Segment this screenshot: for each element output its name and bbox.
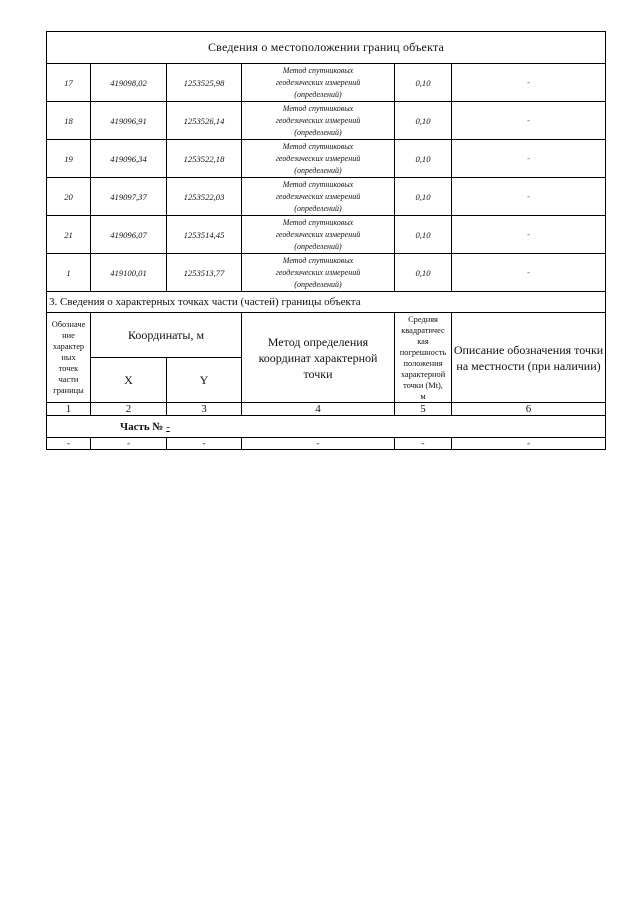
point-method-line: Метод спутниковых bbox=[282, 179, 354, 189]
point-method-line: (определений) bbox=[294, 127, 342, 137]
header-method bbox=[242, 313, 395, 403]
empty-cell: - bbox=[452, 438, 606, 450]
point-y: 1253526,14 bbox=[167, 102, 242, 140]
header-mt-line: характерной bbox=[400, 369, 446, 379]
empty-cell: - bbox=[242, 438, 395, 450]
header-designation-line: ние bbox=[62, 331, 75, 340]
point-number: 17 bbox=[47, 64, 91, 102]
point-number: 1 bbox=[47, 254, 91, 292]
header-mt-line: кая bbox=[417, 336, 429, 346]
column-number: 6 bbox=[452, 403, 606, 416]
header-x: X bbox=[91, 358, 167, 403]
point-row bbox=[47, 102, 606, 140]
point-mt: 0,10 bbox=[395, 140, 452, 178]
part-number: - bbox=[166, 420, 170, 433]
point-method-line: геодезических измерений bbox=[275, 115, 361, 125]
header-designation-line: характер bbox=[52, 342, 85, 351]
header-coordinates: Координаты, м bbox=[91, 313, 242, 358]
point-description: - bbox=[452, 216, 606, 254]
point-description: - bbox=[452, 254, 606, 292]
point-method-line: Метод спутниковых bbox=[282, 65, 354, 75]
point-y: 1253513,77 bbox=[167, 254, 242, 292]
point-method-line: геодезических измерений bbox=[275, 77, 361, 87]
point-method-line: Метод спутниковых bbox=[282, 217, 354, 227]
point-method bbox=[242, 140, 395, 178]
header-row bbox=[47, 313, 606, 358]
point-method-line: (определений) bbox=[294, 241, 342, 251]
point-row bbox=[47, 64, 606, 102]
header-method-line: точки bbox=[303, 366, 333, 381]
boundary-table bbox=[46, 31, 606, 450]
point-method-line: геодезических измерений bbox=[275, 229, 361, 239]
point-mt: 0,10 bbox=[395, 216, 452, 254]
column-number: 5 bbox=[395, 403, 452, 416]
point-x: 419097,37 bbox=[91, 178, 167, 216]
point-mt: 0,10 bbox=[395, 64, 452, 102]
point-method-line: Метод спутниковых bbox=[282, 141, 354, 151]
point-number: 19 bbox=[47, 140, 91, 178]
header-method-line: Метод определения bbox=[267, 334, 369, 349]
point-y: 1253514,45 bbox=[167, 216, 242, 254]
point-x: 419098,02 bbox=[91, 64, 167, 102]
column-numbers-row bbox=[47, 403, 606, 416]
point-number: 18 bbox=[47, 102, 91, 140]
header-mt-line: Средняя bbox=[408, 314, 438, 324]
point-y: 1253525,98 bbox=[167, 64, 242, 102]
point-method-line: геодезических измерений bbox=[275, 153, 361, 163]
point-description: - bbox=[452, 102, 606, 140]
section-title: Сведения о местоположении границ объекта bbox=[47, 32, 606, 64]
header-mt bbox=[395, 313, 452, 403]
point-method-line: геодезических измерений bbox=[275, 267, 361, 277]
header-designation-line: Обозначе bbox=[51, 320, 86, 329]
point-row bbox=[47, 216, 606, 254]
header-mt-line: положения bbox=[403, 358, 443, 368]
header-description bbox=[452, 313, 606, 403]
point-y: 1253522,03 bbox=[167, 178, 242, 216]
point-number: 21 bbox=[47, 216, 91, 254]
point-x: 419096,07 bbox=[91, 216, 167, 254]
point-x: 419100,01 bbox=[91, 254, 167, 292]
point-row bbox=[47, 254, 606, 292]
header-designation bbox=[47, 313, 91, 403]
header-description-line: на местности (при наличии) bbox=[456, 358, 601, 373]
point-y: 1253522,18 bbox=[167, 140, 242, 178]
empty-cell: - bbox=[47, 438, 91, 450]
point-method-line: (определений) bbox=[294, 203, 342, 213]
header-y: Y bbox=[167, 358, 242, 403]
empty-cell: - bbox=[91, 438, 167, 450]
point-method-line: (определений) bbox=[294, 89, 342, 99]
empty-data-row bbox=[47, 438, 606, 450]
point-method bbox=[242, 178, 395, 216]
part-row bbox=[47, 416, 606, 438]
part-cell bbox=[47, 416, 606, 438]
column-number: 4 bbox=[242, 403, 395, 416]
point-method-line: геодезических измерений bbox=[275, 191, 361, 201]
header-description-line: Описание обозначения точки bbox=[453, 342, 604, 357]
part-label: Часть № bbox=[120, 420, 164, 433]
point-x: 419096,34 bbox=[91, 140, 167, 178]
point-method-line: (определений) bbox=[294, 165, 342, 175]
header-designation-line: части bbox=[58, 375, 79, 384]
column-number: 2 bbox=[91, 403, 167, 416]
empty-cell: - bbox=[395, 438, 452, 450]
header-designation-line: ных bbox=[61, 353, 76, 362]
header-method-line: координат характерной bbox=[258, 350, 378, 365]
empty-cell: - bbox=[167, 438, 242, 450]
header-designation-line: точек bbox=[58, 364, 79, 373]
point-mt: 0,10 bbox=[395, 254, 452, 292]
header-mt-line: квадратичес bbox=[401, 325, 445, 335]
point-description: - bbox=[452, 178, 606, 216]
section3-title: 3. Сведения о характерных точках части (частей) границы объекта bbox=[47, 292, 606, 313]
point-method-line: Метод спутниковых bbox=[282, 255, 354, 265]
point-description: - bbox=[452, 140, 606, 178]
point-row bbox=[47, 178, 606, 216]
column-number: 1 bbox=[47, 403, 91, 416]
header-mt-line: м bbox=[420, 391, 426, 401]
header-mt-line: погрешность bbox=[399, 347, 447, 357]
boundary-document bbox=[46, 31, 605, 450]
point-method bbox=[242, 216, 395, 254]
point-x: 419096,91 bbox=[91, 102, 167, 140]
point-method bbox=[242, 254, 395, 292]
header-designation-line: границы bbox=[53, 386, 84, 395]
header-mt-line: точки (Mt), bbox=[403, 380, 443, 390]
point-method bbox=[242, 102, 395, 140]
point-row bbox=[47, 140, 606, 178]
point-number: 20 bbox=[47, 178, 91, 216]
point-mt: 0,10 bbox=[395, 178, 452, 216]
section-title-row bbox=[47, 32, 606, 64]
point-method-line: Метод спутниковых bbox=[282, 103, 354, 113]
column-number: 3 bbox=[167, 403, 242, 416]
point-method-line: (определений) bbox=[294, 279, 342, 289]
point-mt: 0,10 bbox=[395, 102, 452, 140]
point-method bbox=[242, 64, 395, 102]
section3-title-row bbox=[47, 292, 606, 313]
point-description: - bbox=[452, 64, 606, 102]
